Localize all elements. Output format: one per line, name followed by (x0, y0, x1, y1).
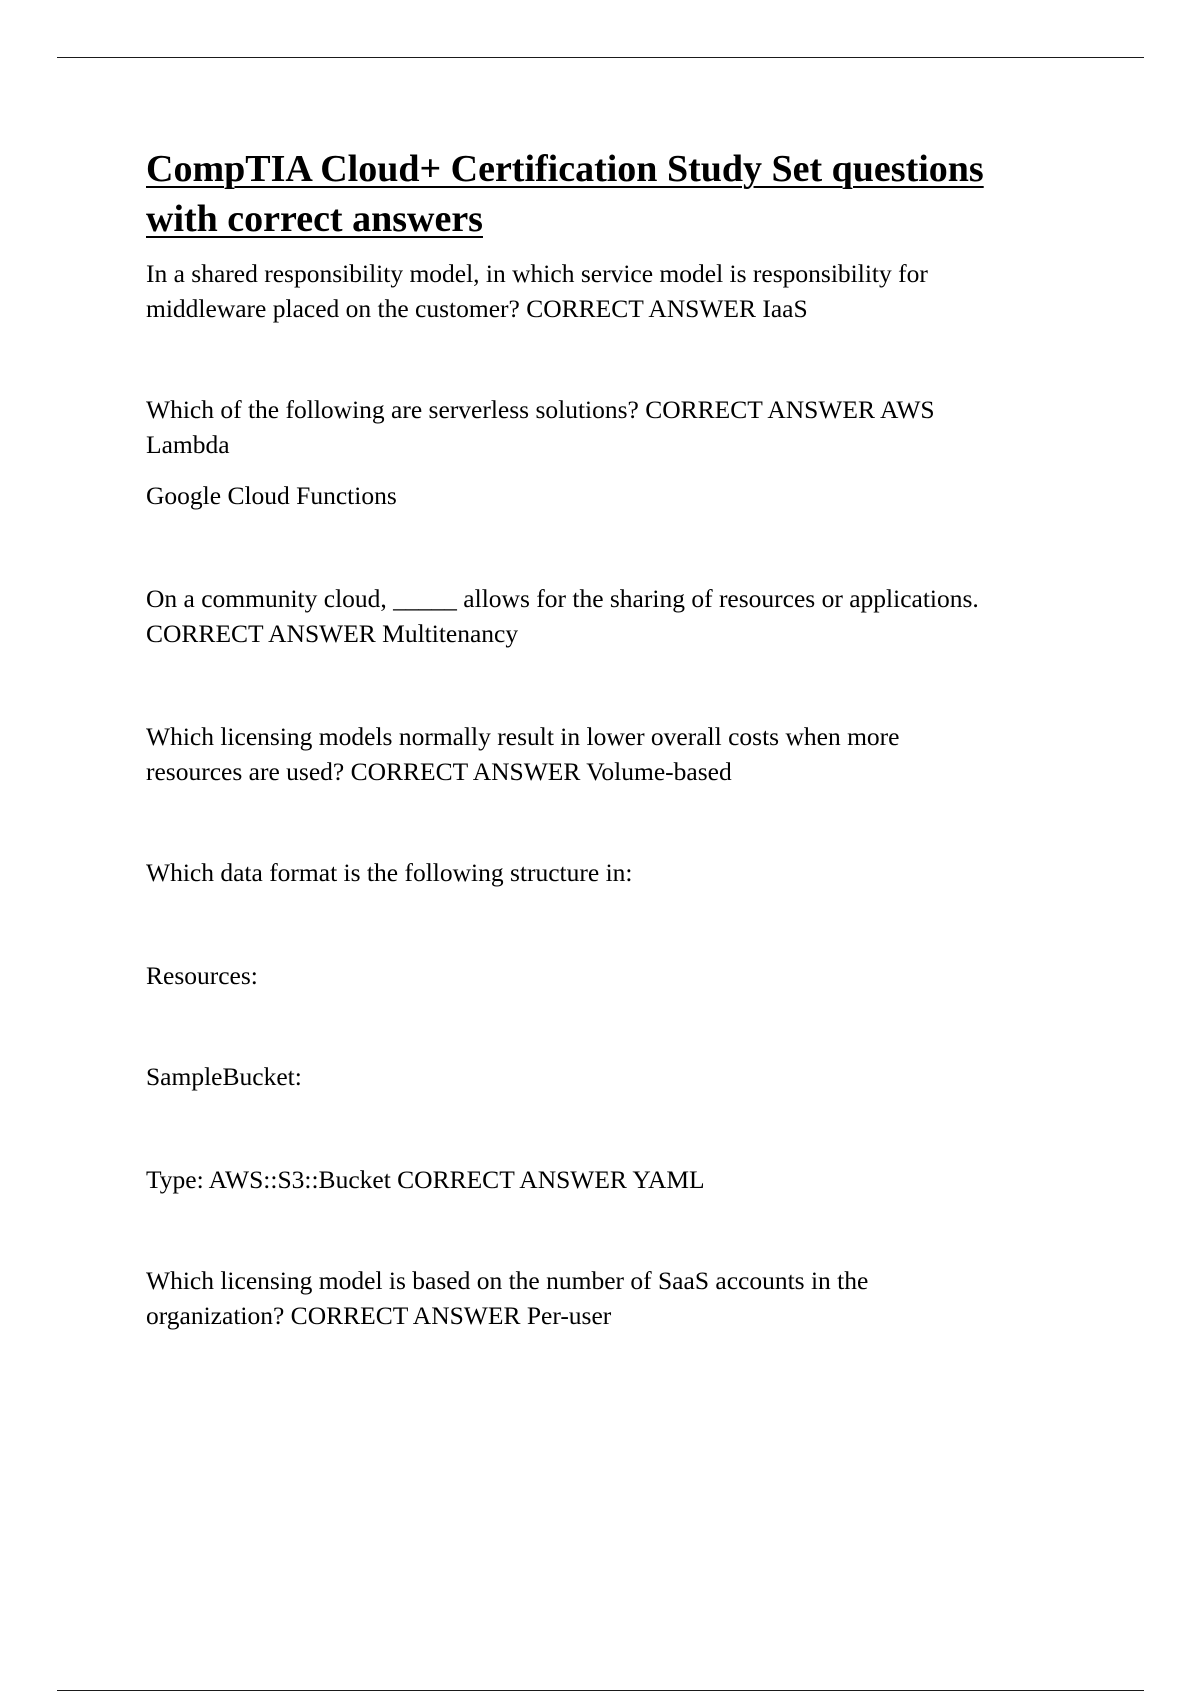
title-line-2: with correct answers (146, 198, 483, 240)
document-body (146, 144, 1086, 1333)
title-line-1: CompTIA Cloud+ Certification Study Set questions (146, 148, 984, 190)
qa-serverless: Which of the following are serverless solutions? CORRECT ANSWER AWS Lambda (146, 395, 935, 459)
qa-volume-licensing: Which licensing models normally result in lower overall costs when more resources are used? CORRECT ANSWER Volume-based (146, 722, 900, 786)
qa-community-cloud: On a community cloud, _____ allows for the sharing of resources or applications. CORRECT ANSWER Multitenancy (146, 584, 979, 648)
qa-serverless-continued: Google Cloud Functions (146, 481, 397, 510)
qa-per-user-licensing: Which licensing model is based on the number of SaaS accounts in the organization? CORRECT ANSWER Per-user (146, 1266, 869, 1330)
footer-rule (57, 1690, 1144, 1691)
qa-data-format-type: Type: AWS::S3::Bucket CORRECT ANSWER YAML (146, 1165, 705, 1194)
header-rule (57, 57, 1144, 58)
qa-data-format-resources: Resources: (146, 961, 258, 990)
qa-data-format: Which data format is the following structure in: (146, 858, 633, 887)
qa-data-format-bucket: SampleBucket: (146, 1062, 302, 1091)
qa-shared-responsibility: In a shared responsibility model, in which service model is responsibility for middleware placed on the customer? CORRECT ANSWER IaaS (146, 259, 928, 323)
document-title (146, 144, 1086, 244)
